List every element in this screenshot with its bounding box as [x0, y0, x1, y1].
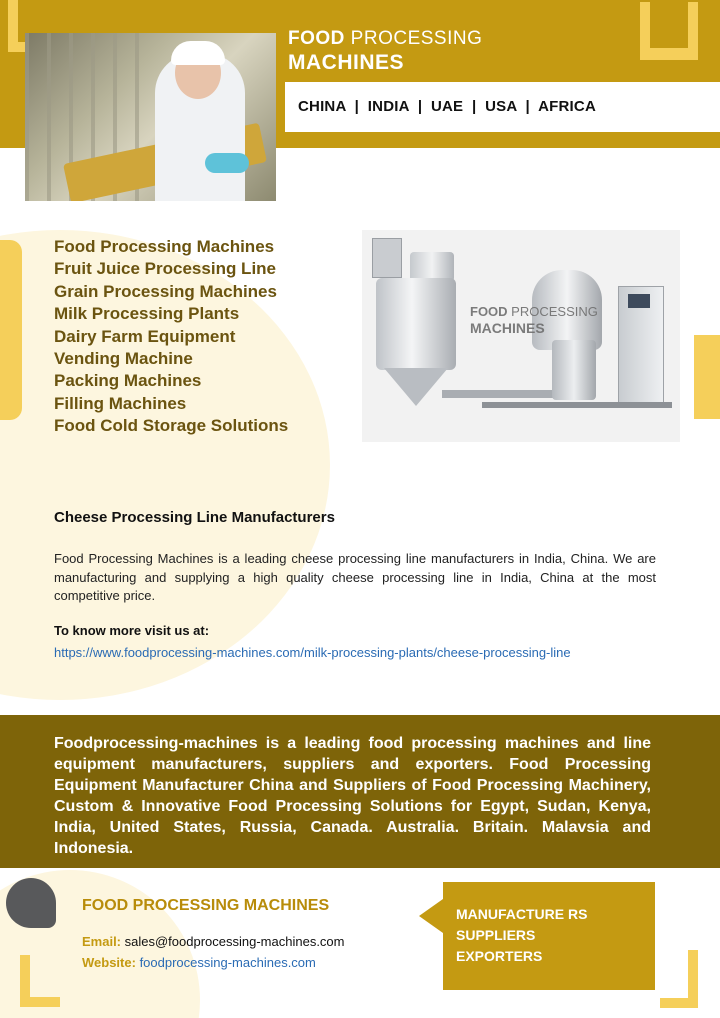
product-item: Dairy Farm Equipment [54, 326, 236, 346]
tank-cone [384, 368, 448, 406]
watermark-line2: MACHINES [470, 320, 545, 336]
product-item: Food Cold Storage Solutions [54, 416, 289, 436]
article-body: Food Processing Machines is a leading cheese processing line manufacturers in India, China. We are manufacturing and supplying a high quality cheese processing line in India, China at the most competitive price. [54, 551, 656, 603]
email-value[interactable]: sales@foodprocessing-machines.com [124, 934, 345, 949]
product-item: Vending Machine [54, 349, 193, 369]
logo-line1 [288, 28, 482, 50]
box-pointer [419, 899, 443, 933]
product-item: Milk Processing Plants [54, 304, 240, 324]
product-item: Packing Machines [54, 371, 202, 391]
left-side-tab [0, 240, 22, 420]
logo-line2: MACHINES [288, 51, 405, 74]
product-list [54, 236, 288, 438]
website-label: Website: [82, 955, 136, 970]
footer-title: FOOD PROCESSING MACHINES [82, 897, 330, 914]
product-item: Grain Processing Machines [54, 281, 277, 301]
article-title: Cheese Processing Line Manufacturers [54, 509, 335, 526]
photo-worker-cap [171, 41, 225, 65]
services-box-text: MANUFACTURE RS SUPPLIERS EXPORTERS [456, 906, 588, 964]
product-item: Fruit Juice Processing Line [54, 259, 277, 279]
corner-decoration-inner [650, 2, 688, 48]
watermark-line1 [470, 304, 598, 319]
product-item: Food Processing Machines [54, 237, 275, 256]
logo-processing: PROCESSING [344, 28, 483, 49]
product-item: Filling Machines [54, 393, 187, 413]
website-line [82, 955, 316, 970]
header-photo [25, 33, 276, 201]
corner-decoration-bottom-left [20, 955, 60, 1007]
product-page-link[interactable]: https://www.foodprocessing-machines.com/milk-processing-plants/cheese-processing-line [54, 645, 571, 660]
pipe [442, 390, 562, 398]
watermark-food: FOOD [470, 304, 508, 319]
website-link[interactable]: foodprocessing-machines.com [139, 955, 316, 970]
company-summary-text: Foodprocessing-machines is a leading food processing machines and line equipment manufacturers, suppliers and exporters. Food Processing Equipment Manufacturer China and Suppliers of Food Processing Machinery, Custom & Innovative Food Processing Solutions for Egypt, Sudan, Kenya, India, United States, Russia, Canada. Australia. Britain. Malavsia and Indonesia. [54, 735, 651, 857]
logo-food: FOOD [288, 28, 345, 49]
country-list: CHINA | INDIA | UAE | USA | AFRICA [298, 98, 596, 115]
corner-decoration-bottom-right [660, 950, 698, 1008]
watermark-processing: PROCESSING [507, 304, 598, 319]
email-label: Email: [82, 934, 122, 949]
chat-bubble-icon [6, 878, 56, 928]
control-screen [628, 294, 650, 308]
know-more-label: To know more visit us at: [54, 623, 210, 638]
right-side-tab [694, 335, 720, 419]
machine-image [362, 230, 680, 442]
tank-body [376, 278, 456, 370]
control-panel [372, 238, 402, 278]
vessel-base [552, 340, 596, 400]
email-line [82, 934, 345, 949]
photo-worker-glove [205, 153, 249, 173]
machine-frame [482, 402, 672, 408]
